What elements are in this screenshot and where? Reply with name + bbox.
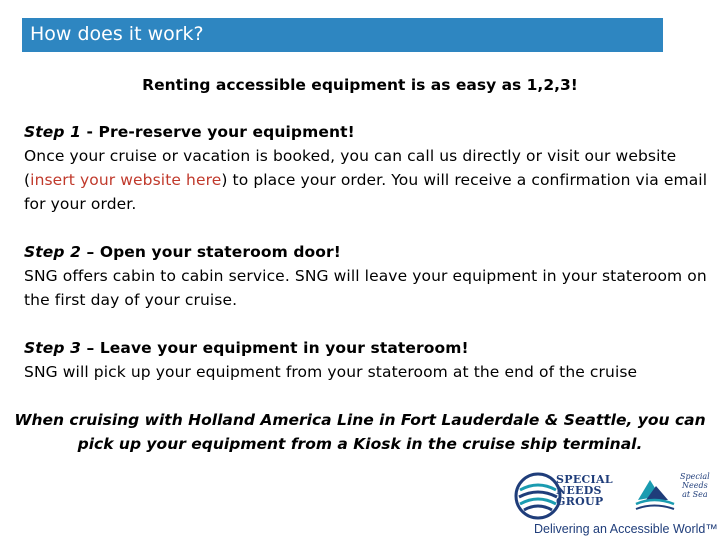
badge-line-3: at Sea: [682, 490, 708, 499]
step-2-heading: Open your stateroom door!: [99, 243, 341, 261]
logo-wordmark: [556, 474, 613, 507]
page-title: How does it work?: [22, 18, 663, 52]
step-1-number: Step 1: [24, 123, 81, 141]
step-2-text: SNG offers cabin to cabin service. SNG will leave your equipment in your stateroom on the first day of your cruise.: [24, 267, 707, 309]
badge-line-2: Needs: [682, 481, 708, 490]
special-needs-at-sea-badge: [680, 472, 710, 499]
logo-line-2: NEEDS: [556, 484, 602, 497]
step-3-heading: Leave your equipment in your stateroom!: [99, 339, 469, 357]
step-1-title: [24, 120, 714, 144]
step-1-text: [24, 144, 714, 216]
subtitle: Renting accessible equipment is as easy as 1,2,3!: [142, 76, 578, 94]
step-2-number: Step 2: [24, 243, 81, 261]
step-2: [24, 240, 714, 312]
logo-line-3: GROUP: [556, 495, 604, 508]
website-placeholder: insert your website here: [30, 171, 222, 189]
step-3-title: [24, 336, 714, 360]
step-1-text-before: Once your cruise or vacation is booked, you can call us directly or visit our website (: [24, 147, 677, 189]
step-3-text: SNG will pick up your equipment from your stateroom at the end of the cruise: [24, 363, 638, 381]
closing-note: When cruising with Holland America Line in Fort Lauderdale & Seattle, you can pick up your equipment from a Kiosk in the cruise ship terminal.: [14, 411, 706, 453]
step-1-separator: -: [80, 123, 99, 141]
steps-section: [24, 120, 714, 408]
step-1-heading: Pre-reserve your equipment!: [98, 123, 355, 141]
step-1-text-after: ) to place your order. You will receive a confirmation via email for your order.: [24, 171, 708, 213]
step-3-separator: –: [80, 339, 100, 357]
step-1: [24, 120, 714, 216]
step-2-title: [24, 240, 714, 264]
logo-line-1: SPECIAL: [556, 473, 613, 486]
logo-tagline: Delivering an Accessible World™: [534, 522, 718, 536]
step-3-number: Step 3: [24, 339, 81, 357]
step-3: [24, 336, 714, 384]
badge-line-1: Special: [680, 472, 710, 481]
step-2-separator: –: [80, 243, 100, 261]
